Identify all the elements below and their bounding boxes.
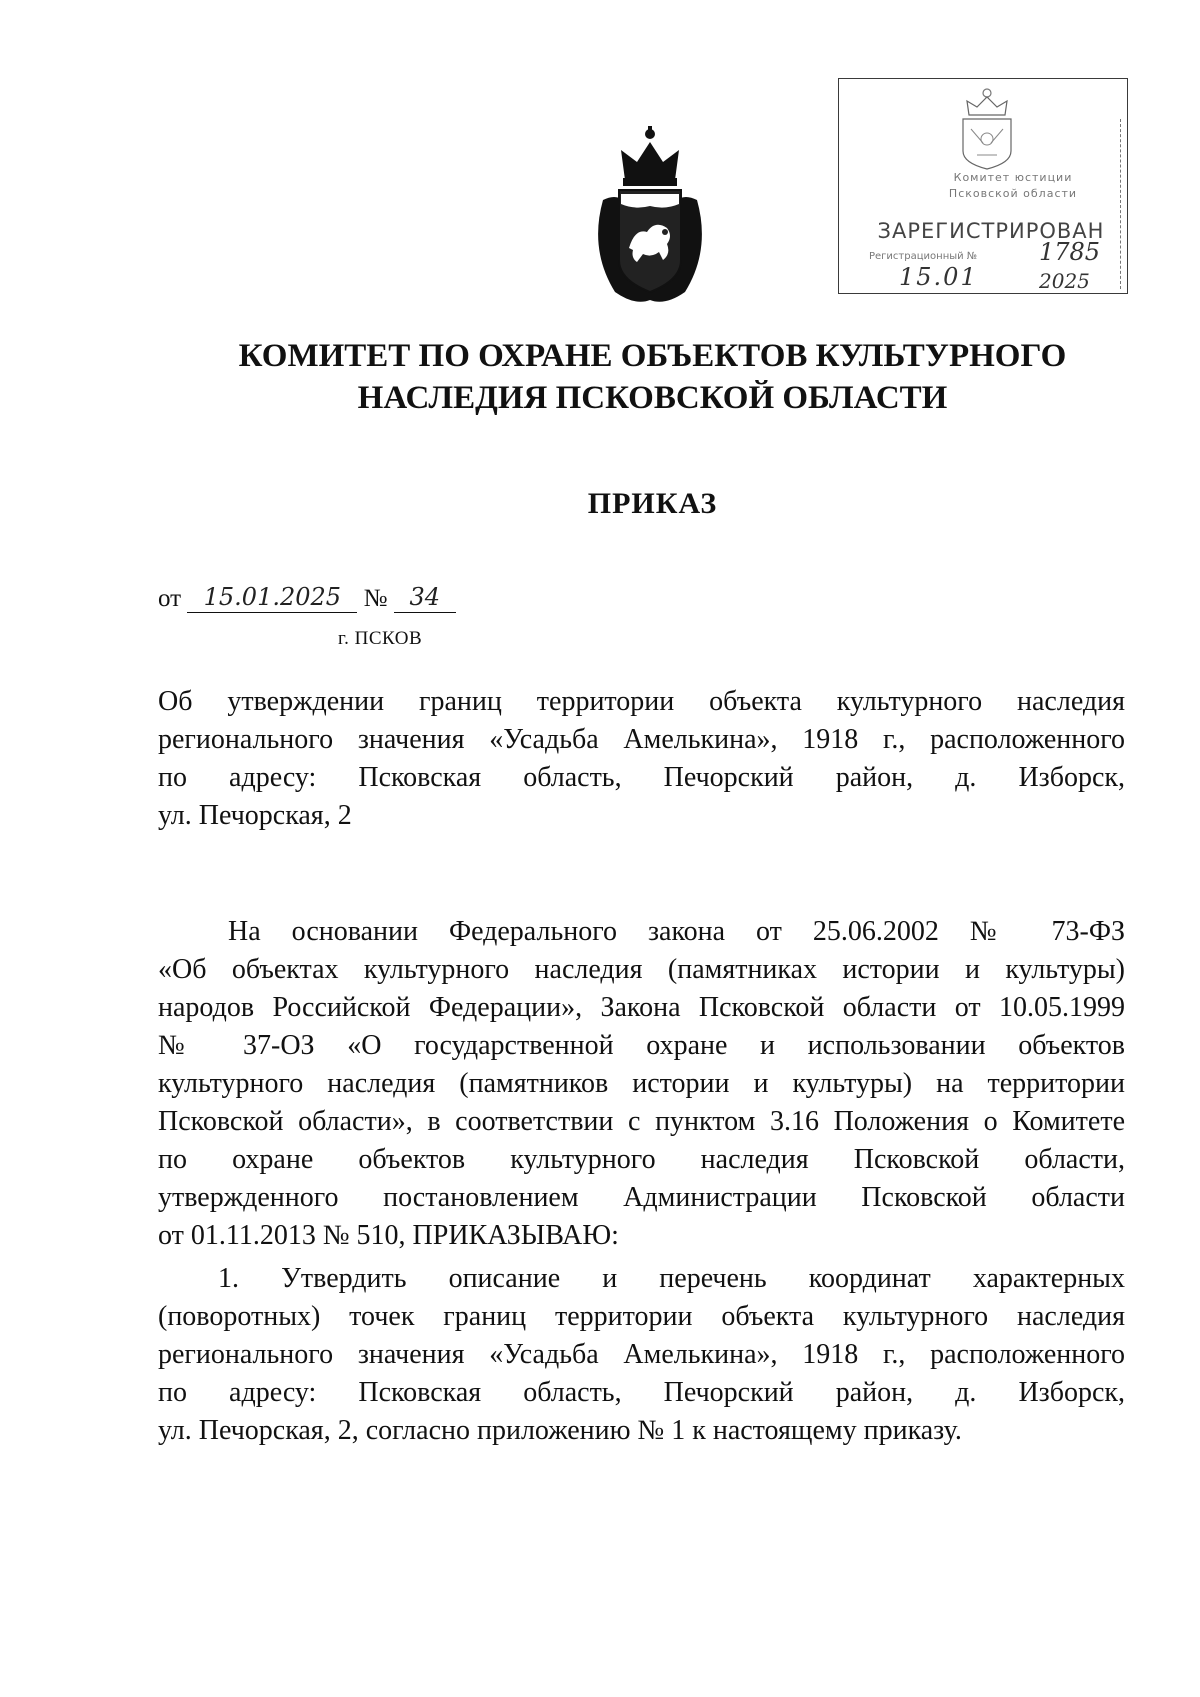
item-line: (поворотных) точек границ территории объекта культурного наследия — [158, 1301, 1125, 1332]
item-line: по адресу: Псковская область, Печорский район, д. Изборск, — [158, 1377, 1125, 1408]
date-label: от — [158, 585, 182, 612]
stamp-org-line-2: Псковской области — [948, 187, 1078, 200]
item-line: 1. Утвердить описание и перечень координат характерных — [218, 1263, 1125, 1294]
title-line: регионального значения «Усадьба Амелькина», 1918 г., расположенного — [158, 724, 1125, 755]
preamble-line: утвержденного постановлением Администрации Псковской области — [158, 1182, 1125, 1213]
stamp-reg-year: 2025 — [1039, 269, 1090, 293]
preamble-line: № 37-ОЗ «О государственной охране и использовании объектов — [158, 1030, 1125, 1061]
preamble-line: На основании Федерального закона от 25.06.2002 № 73-ФЗ — [228, 916, 1125, 947]
title-line: Об утверждении границ территории объекта культурного наследия — [158, 686, 1125, 717]
preamble-line: от 01.11.2013 № 510, ПРИКАЗЫВАЮ: — [158, 1220, 619, 1251]
order-number: 34 — [394, 582, 456, 613]
org-title-line-2: НАСЛЕДИЯ ПСКОВСКОЙ ОБЛАСТИ — [357, 380, 948, 416]
title-line: по адресу: Псковская область, Печорский район, д. Изборск, — [158, 762, 1125, 793]
number-label: № — [363, 585, 388, 612]
coat-of-arms-icon — [585, 120, 715, 310]
stamp-org-line-1: Комитет юстиции — [953, 171, 1073, 184]
item-line: ул. Печорская, 2, согласно приложению № 1 к настоящему приказу. — [158, 1415, 962, 1446]
stamp-status: ЗАРЕГИСТРИРОВАН — [877, 219, 1105, 243]
preamble-line: «Об объектах культурного наследия (памятниках истории и культуры) — [158, 954, 1125, 985]
document-type: ПРИКАЗ — [587, 487, 718, 520]
preamble-line: народов Российской Федерации», Закона Псковской области от 10.05.1999 — [158, 992, 1125, 1023]
stamp-reg-date: 15.01 — [899, 263, 978, 291]
stamp-perforation — [1118, 119, 1121, 289]
order-city: г. ПСКОВ — [338, 628, 423, 649]
stamp-reg-label: Регистрационный № — [869, 251, 978, 262]
org-title-line-1: КОМИТЕТ ПО ОХРАНЕ ОБЪЕКТОВ КУЛЬТУРНОГО — [238, 338, 1067, 374]
preamble-line: по охране объектов культурного наследия Псковской области, — [158, 1144, 1125, 1175]
stamp-reg-number: 1785 — [1039, 238, 1101, 266]
order-date: 15.01.2025 — [187, 582, 357, 613]
title-line: ул. Печорская, 2 — [158, 800, 352, 831]
item-line: регионального значения «Усадьба Амелькина», 1918 г., расположенного — [158, 1339, 1125, 1370]
preamble-line: Псковской области», в соответствии с пунктом 3.16 Положения о Комитете — [158, 1106, 1125, 1137]
registration-stamp — [838, 78, 1128, 294]
stamp-emblem-icon — [947, 85, 1027, 171]
order-date-line — [158, 582, 456, 613]
preamble-line: культурного наследия (памятников истории и культуры) на территории — [158, 1068, 1125, 1099]
